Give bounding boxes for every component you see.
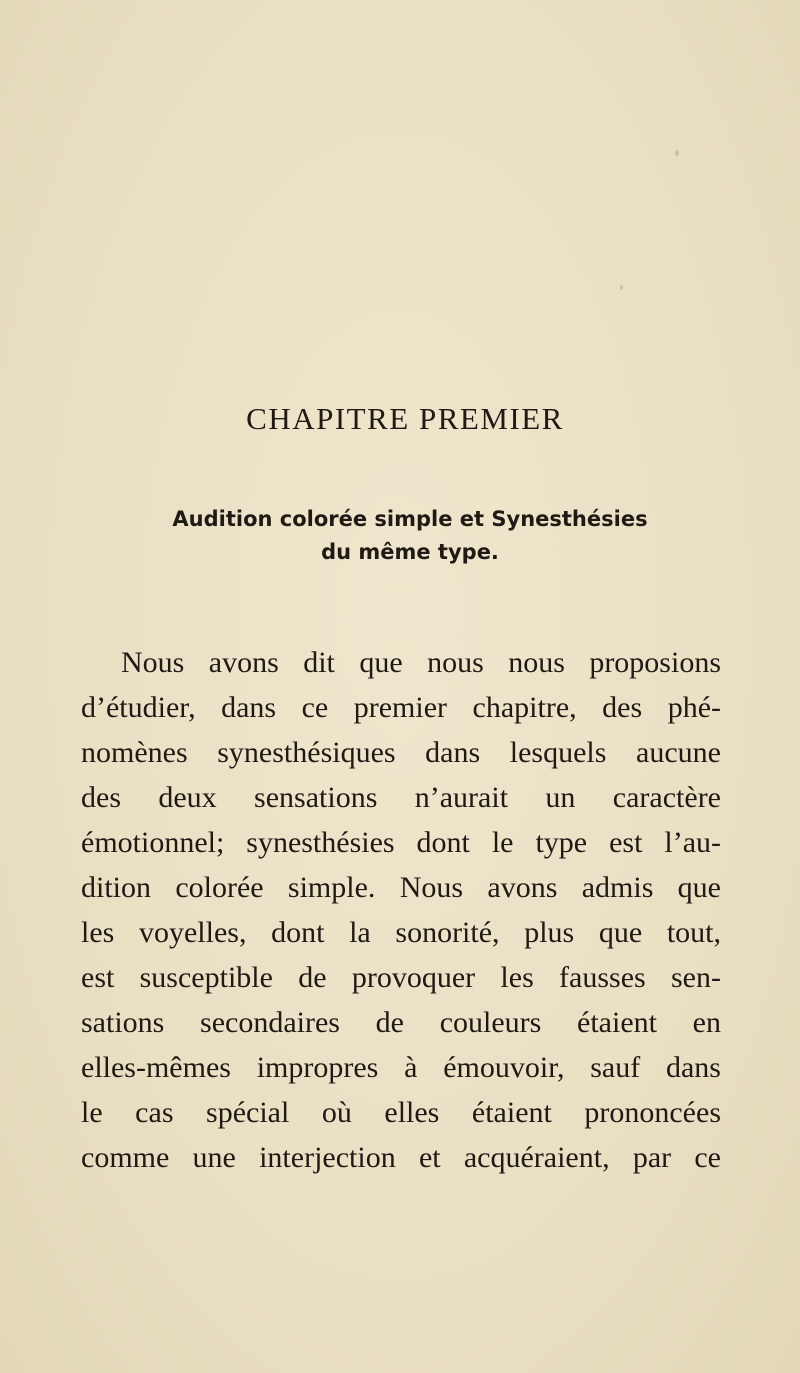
section-title [0, 503, 800, 569]
text-line: sations secondaires de couleurs étaient en [81, 1006, 721, 1039]
text-line: nomènes synesthésiques dans lesquels aucune [81, 736, 721, 769]
text-line: les voyelles, dont la sonorité, plus que tout, [81, 916, 721, 949]
section-title-line: du même type. [321, 540, 499, 564]
paper-speck [675, 150, 679, 156]
section-title-line: Audition colorée simple et Synesthésies [172, 507, 648, 531]
text-line: dition colorée simple. Nous avons admis que [81, 871, 721, 904]
text-line: émotionnel; synesthésies dont le type est l’au- [81, 826, 721, 859]
body-paragraph [81, 640, 721, 1180]
text-line: d’étudier, dans ce premier chapitre, des phé- [81, 691, 721, 724]
text-line: elles-mêmes impropres à émouvoir, sauf dans [81, 1051, 721, 1084]
text-line: Nous avons dit que nous nous proposions [121, 646, 721, 679]
text-line: est susceptible de provoquer les fausses sen- [81, 961, 721, 994]
paper-speck [620, 285, 623, 290]
text-line: des deux sensations n’aurait un caractère [81, 781, 721, 814]
text-line: comme une interjection et acquéraient, par ce [81, 1141, 721, 1174]
text-line: le cas spécial où elles étaient prononcées [81, 1096, 721, 1129]
chapter-title: CHAPITRE PREMIER [246, 401, 564, 436]
